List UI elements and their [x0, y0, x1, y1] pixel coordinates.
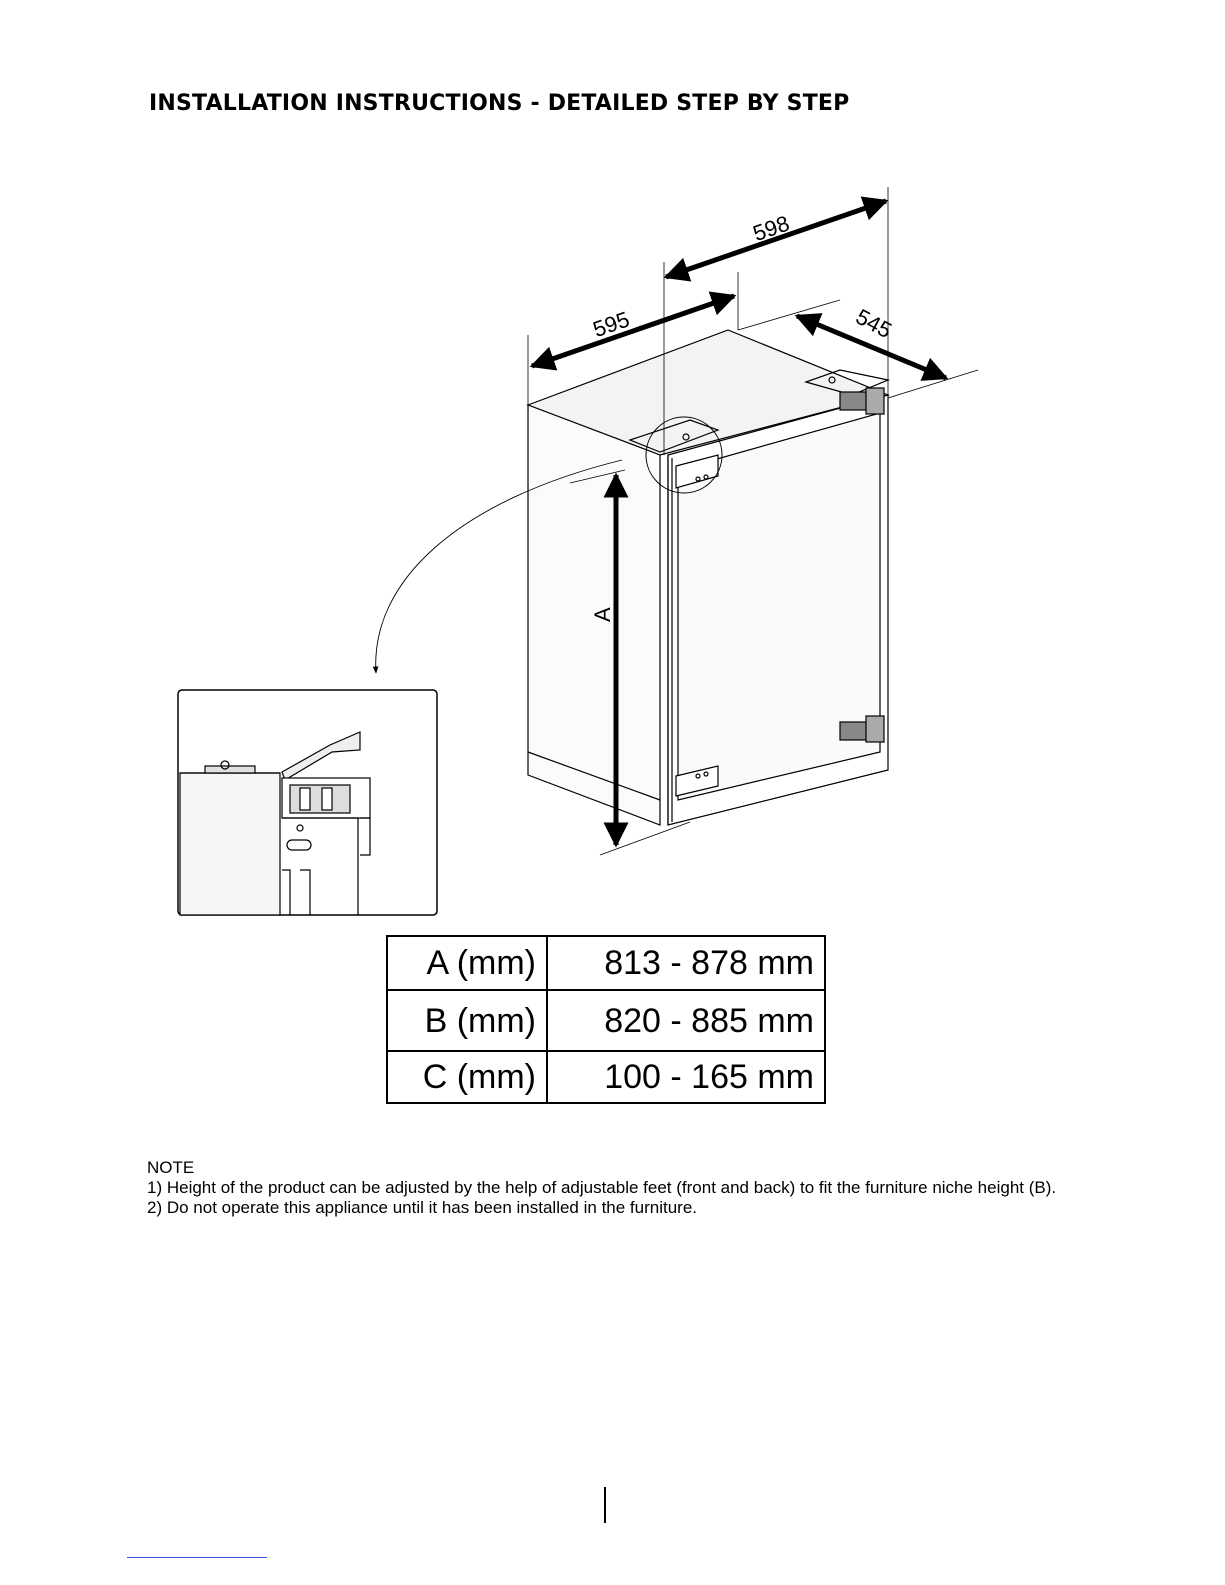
note-heading: NOTE — [147, 1158, 195, 1177]
range-cell: 100 - 165 mm — [547, 1051, 825, 1103]
page-title: INSTALLATION INSTRUCTIONS - DETAILED STEP BY STEP — [149, 91, 850, 116]
range-cell: 813 - 878 mm — [547, 936, 825, 990]
side-label: 545 — [851, 303, 896, 344]
top-hinge-icon — [840, 388, 884, 414]
note-item-2: 2) Do not operate this appliance until it has been installed in the furniture. — [147, 1198, 698, 1217]
table-row — [387, 1051, 825, 1103]
parameter-cell: A (mm) — [387, 936, 547, 990]
height-label: A — [590, 607, 615, 622]
appliance-body — [528, 330, 888, 825]
depth-label: 595 — [589, 306, 633, 343]
table-row — [387, 990, 825, 1051]
detail-inset — [178, 690, 437, 915]
table-row — [387, 936, 825, 990]
page-number-divider — [604, 1487, 606, 1523]
note-item-1: 1) Height of the product can be adjusted by the help of adjustable feet (front and back) to fit the furniture niche height (B). — [147, 1178, 1057, 1197]
parameter-cell: B (mm) — [387, 990, 547, 1051]
range-cell: 820 - 885 mm — [547, 990, 825, 1051]
width-label: 598 — [749, 210, 793, 247]
parameter-cell: C (mm) — [387, 1051, 547, 1103]
note-section — [147, 1158, 1077, 1218]
dimension-table — [386, 935, 826, 1104]
footer-link-underline[interactable] — [127, 1557, 267, 1558]
